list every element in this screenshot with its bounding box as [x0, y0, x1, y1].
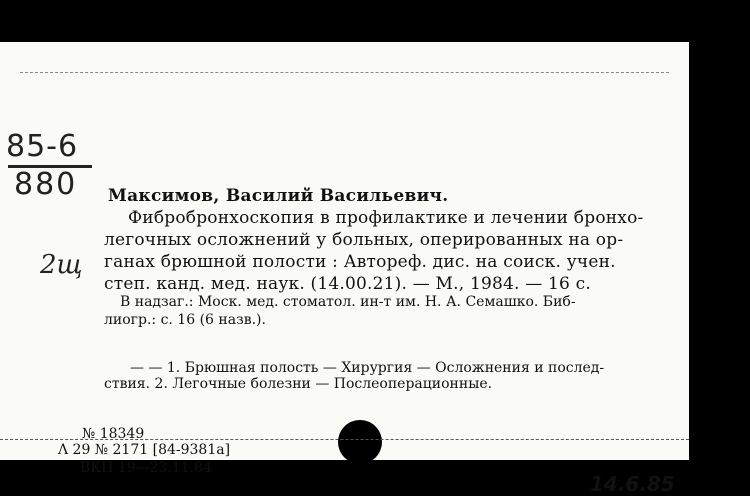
- catalog-card: [0, 42, 689, 496]
- title-line: степ. канд. мед. наук. (14.00.21). — М., 1984. — 16 с.: [104, 274, 591, 294]
- title-line: ганах брюшной полости : Автореф. дис. на соиск. учен.: [104, 252, 616, 272]
- subject-line: ствия. 2. Легочные болезни — Послеоперационные.: [104, 376, 493, 392]
- copy-mark: 2щ: [40, 250, 83, 280]
- shelfmark-bottom: 880: [14, 167, 78, 202]
- note-line: В надзаг.: Моск. мед. стоматол. ин-т им. Н. А. Семашко. Биб-: [120, 294, 576, 310]
- title-line: Фибробронхоскопия в профилактике и лечении бронхо-: [128, 208, 644, 228]
- top-dotted-line: [20, 72, 669, 73]
- control-number: ВКП 19—23.11.84: [80, 460, 212, 476]
- handwritten-date: 14.6.85: [590, 472, 675, 496]
- title-line: легочных осложнений у больных, оперированных на ор-: [104, 230, 624, 250]
- control-number: Λ 29 № 2171 [84-9381а]: [58, 442, 231, 458]
- author-heading: Максимов, Василий Васильевич.: [108, 186, 449, 206]
- note-line: лиогр.: с. 16 (6 назв.).: [104, 312, 266, 328]
- shelfmark-top: 85-6: [6, 129, 79, 164]
- bottom-dashed-line: [0, 439, 689, 440]
- punch-hole: [338, 420, 382, 464]
- control-number: № 18349: [82, 426, 145, 442]
- subject-line: — — 1. Брюшная полость — Хирургия — Осложнения и послед-: [130, 360, 605, 376]
